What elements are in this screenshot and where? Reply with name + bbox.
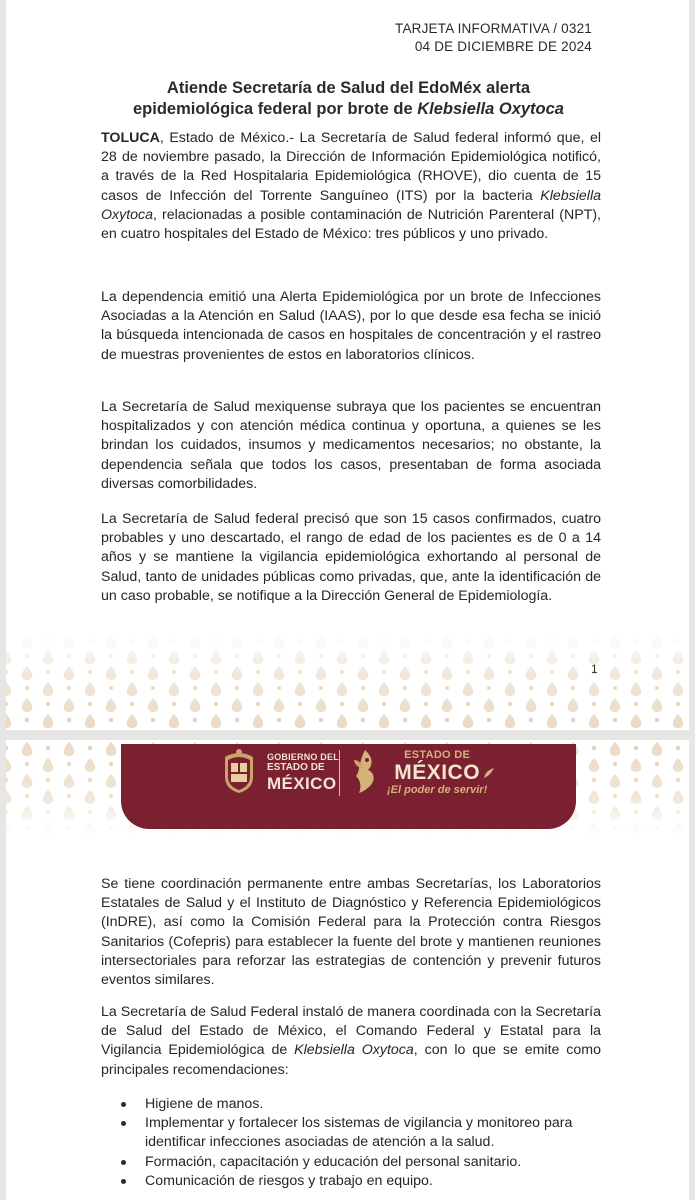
paragraph-6 xyxy=(101,1003,601,1080)
title-line-2 xyxy=(96,99,601,120)
logo-divider xyxy=(339,750,340,796)
title-line-1: Atiende Secretaría de Salud del EdoMéx alerta xyxy=(166,79,531,97)
list-item xyxy=(101,1095,601,1114)
list-item-text: Implementar y fortalecer los sistemas de vigilancia y monitoreo para identificar infecciones asociadas de atención a la salud. xyxy=(145,1115,573,1151)
gobierno-line-1: GOBIERNO DEL xyxy=(267,752,339,762)
estado-line-1: ESTADO DE xyxy=(404,749,471,761)
document-page-1 xyxy=(6,0,689,730)
bullet-icon xyxy=(121,1179,126,1184)
bullet-icon xyxy=(121,1160,126,1165)
estado-emblem-icon xyxy=(350,746,380,796)
estado-wordmark xyxy=(387,750,487,796)
bullet-icon xyxy=(121,1121,126,1126)
page-title xyxy=(96,78,601,120)
paragraph-6-text-b: , con lo que se emite como principales recomendaciones: xyxy=(101,1042,601,1078)
estado-slogan: ¡El poder de servir! xyxy=(387,784,488,796)
list-item-text: Higiene de manos. xyxy=(145,1096,264,1112)
document-header xyxy=(395,20,592,56)
paragraph-1 xyxy=(101,129,601,244)
paragraph-2: La dependencia emitió una Alerta Epidemiológica por un brote de Infecciones Asociadas a la Atención en Salud (IAAS), por lo que desde esa fecha se inició la búsqueda intencionada de casos en hospitales de concentración y el rastreo de muestras provenientes de estos en laboratorios clínicos. xyxy=(101,289,601,363)
footer-ornament-pattern xyxy=(6,632,689,730)
document-page-2 xyxy=(6,740,689,1200)
title-line-2-text: epidemiológica federal por brote de xyxy=(133,100,418,118)
recommendations-list xyxy=(101,1095,601,1191)
paragraph-1-text-a: , Estado de México.- La Secretaría de Salud federal informó que, el 28 de noviembre pasado, la Dirección de Información Epidemiológica notificó, a través de la Red Hospitalaria Epidemiológica (RHOVE), dio cuenta de 15 casos de Infección del Torrente Sanguíneo (ITS) por la bacteria xyxy=(101,130,601,204)
coat-of-arms-icon xyxy=(217,747,261,795)
paragraph-5: Se tiene coordinación permanente entre ambas Secretarías, los Laboratorios Estatales de Salud y el Instituto de Diagnóstico y Referencia Epidemiológicos (InDRE), así como la Comisión Federal para la Protección contra Riesgos Sanitarios (Cofepris) para establecer la fuente del brote y mantienen reuniones intersectoriales para reforzar las estrategias de contención y prevenir futuros eventos similares. xyxy=(101,876,601,989)
paragraph-6-text-a: La Secretaría de Salud Federal instaló de manera coordinada con la Secretaría de Salud del Estado de México, el Comando Federal y Estatal para la Vigilancia Epidemiológica de xyxy=(101,1004,601,1059)
paragraph-1-bacteria-name: Klebsiella Oxytoca xyxy=(101,187,601,223)
document-number: TARJETA INFORMATIVA / 0321 xyxy=(395,21,592,36)
gobierno-line-2: ESTADO DE xyxy=(267,762,325,773)
gobierno-line-3: MÉXICO xyxy=(267,774,337,793)
dateline-city: TOLUCA xyxy=(101,130,160,146)
page-number: 1 xyxy=(591,662,598,676)
list-item xyxy=(101,1114,601,1152)
bullet-icon xyxy=(121,1102,126,1107)
estado-line-2: MÉXICO xyxy=(394,761,481,784)
laurel-icon xyxy=(482,766,496,780)
paragraph-1-text-b: , relacionadas a posible contaminación de Nutrición Parenteral (NPT), en cuatro hospitales del Estado de México: tres públicos y uno privado. xyxy=(101,206,601,243)
list-item-text: Formación, capacitación y educación del personal sanitario. xyxy=(145,1153,522,1170)
document-date: 04 DE DICIEMBRE DE 2024 xyxy=(414,39,592,54)
government-banner xyxy=(121,744,576,829)
title-bacteria-name: Klebsiella Oxytoca xyxy=(417,100,564,118)
list-item xyxy=(101,1172,601,1191)
list-item xyxy=(101,1153,601,1172)
paragraph-4: La Secretaría de Salud federal precisó que son 15 casos confirmados, cuatro probables y uno descartado, el rango de edad de los pacientes es de 0 a 14 años y se mantiene la vigilancia epidemiológica exhortando al personal de Salud, tanto de unidades públicas como privadas, que, ante la identificación de un caso probable, se notifique a la Dirección General de Epidemiología. xyxy=(101,511,601,604)
paragraph-6-bacteria-name: Klebsiella Oxytoca xyxy=(294,1042,414,1059)
list-item-text: Comunicación de riesgos y trabajo en equipo. xyxy=(145,1172,433,1189)
gobierno-wordmark xyxy=(267,753,339,792)
paragraph-3: La Secretaría de Salud mexiquense subraya que los pacientes se encuentran hospitalizados y con atención médica continua y oportuna, a quienes se les brindan los cuidados, insumos y medicamentos necesarios; no obstante, la dependencia señala que todos los casos, presentaban de forma asociada diversas comorbilidades. xyxy=(101,399,601,492)
